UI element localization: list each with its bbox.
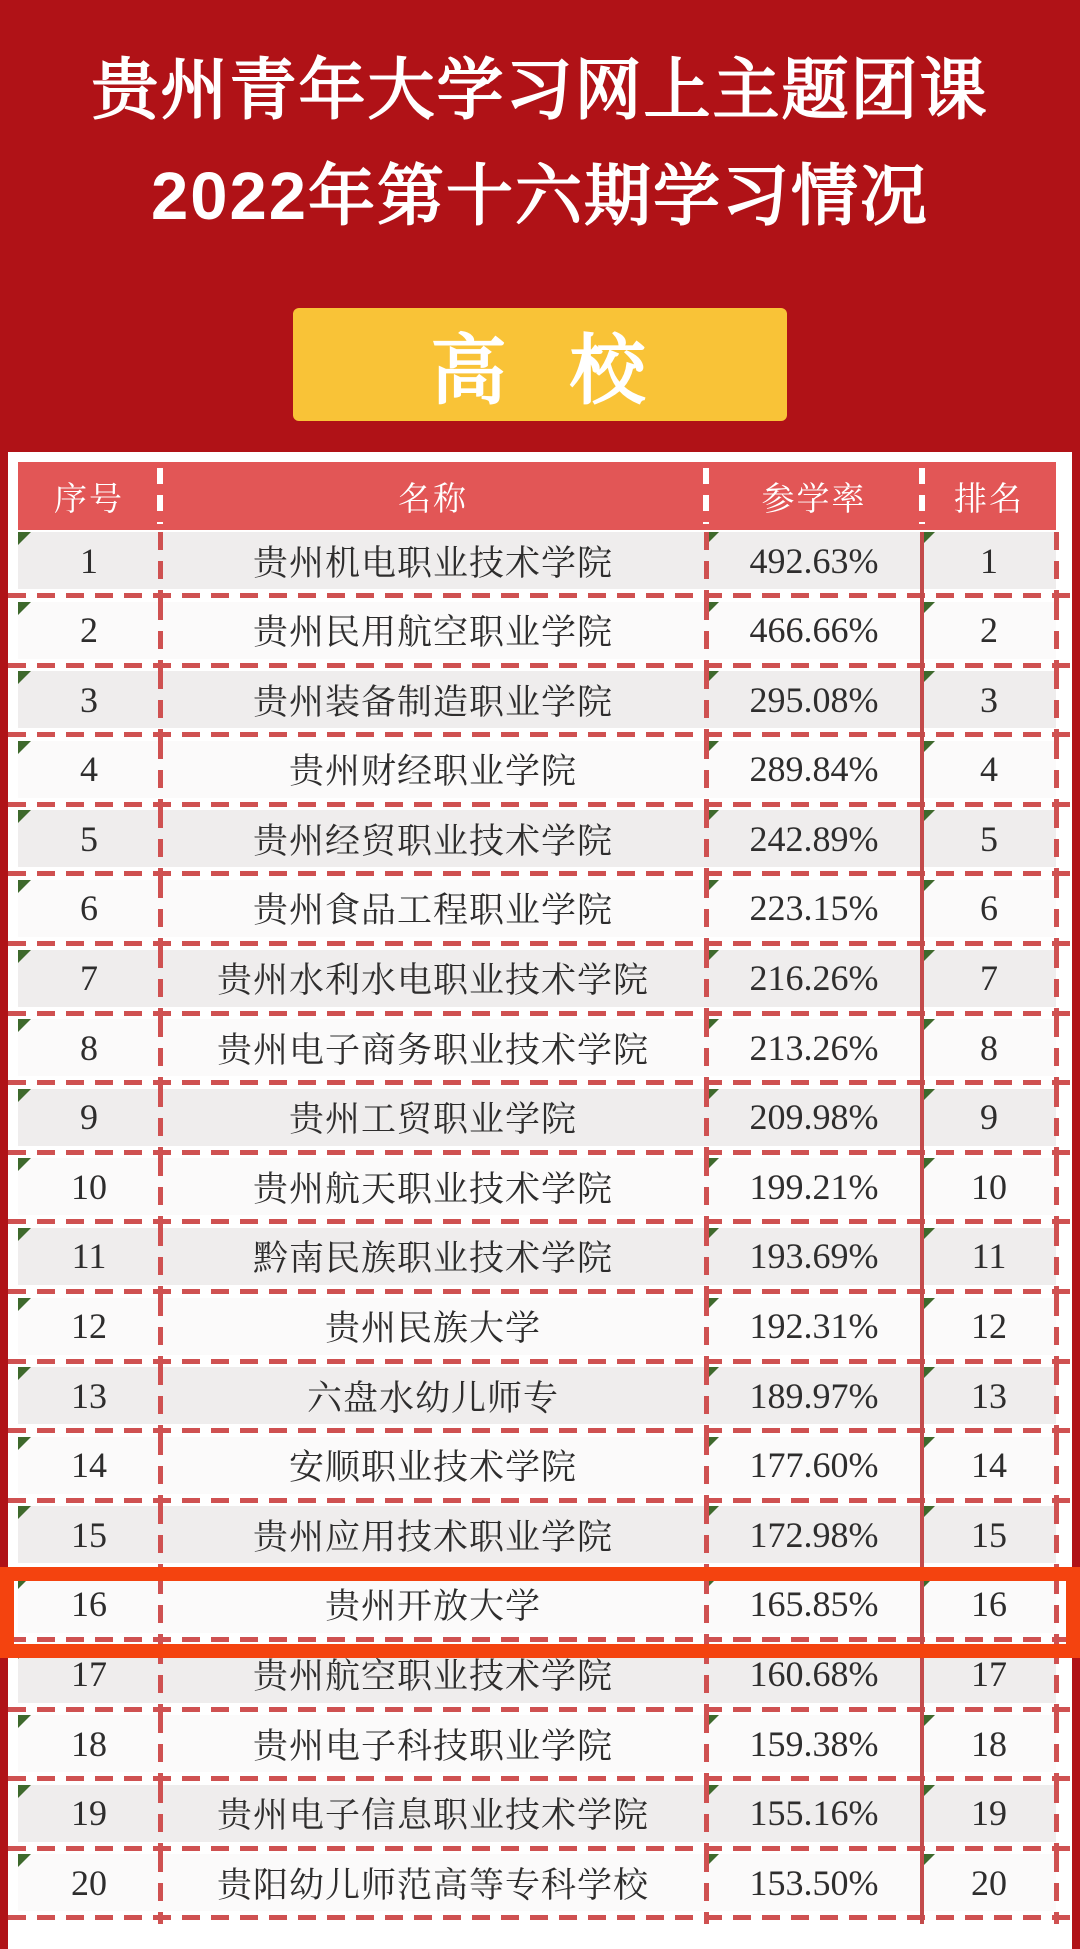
row-no: 1 (80, 540, 98, 581)
school-name: 贵阳幼儿师范高等专科学校 (216, 1865, 649, 1905)
rank: 12 (971, 1306, 1007, 1347)
participation-rate: 466.66% (749, 610, 879, 651)
school-name: 贵州民族大学 (324, 1309, 541, 1349)
school-name: 贵州开放大学 (324, 1587, 541, 1627)
rank: 7 (980, 958, 998, 999)
school-name: 贵州航空职业技术学院 (252, 1657, 613, 1696)
row-no: 20 (71, 1862, 107, 1903)
cell-flag-icon (18, 1158, 31, 1171)
school-name: 贵州经贸职业技术学院 (252, 821, 613, 861)
participation-rate: 193.69% (749, 1236, 879, 1277)
row-no: 3 (80, 679, 98, 720)
row-no: 16 (71, 1584, 107, 1625)
cell-flag-icon (18, 602, 31, 615)
column-header-no: 序号 (18, 462, 160, 530)
column-header-rate: 参学率 (706, 462, 922, 530)
participation-rate: 213.26% (749, 1027, 879, 1068)
cell-flag-icon (18, 880, 31, 893)
participation-rate: 295.08% (749, 679, 879, 720)
participation-rate: 199.21% (749, 1166, 879, 1207)
rank: 19 (971, 1793, 1007, 1834)
school-name: 贵州电子科技职业学院 (252, 1726, 613, 1766)
row-no: 12 (71, 1306, 107, 1347)
participation-rate: 289.84% (749, 749, 879, 790)
table-row (18, 1228, 1062, 1298)
poster-title-line1: 贵州青年大学习网上主题团课 (91, 53, 989, 128)
school-name: 贵州电子信息职业技术学院 (216, 1796, 649, 1836)
table-row (18, 1646, 1062, 1716)
school-name: 贵州食品工程职业学院 (252, 891, 613, 931)
table-row (18, 1019, 1062, 1089)
table-header-row (18, 462, 1062, 530)
table-row (18, 1506, 1062, 1576)
school-name: 贵州工贸职业学院 (288, 1100, 577, 1140)
table-row (18, 1854, 1062, 1924)
participation-rate: 192.31% (749, 1306, 879, 1347)
cell-flag-icon (18, 532, 31, 545)
rank: 8 (980, 1027, 998, 1068)
cell-flag-icon (18, 810, 31, 823)
cell-flag-icon (18, 671, 31, 684)
cell-flag-icon (18, 1785, 31, 1798)
school-name: 黔南民族职业技术学院 (252, 1239, 613, 1279)
participation-rate: 242.89% (749, 818, 879, 859)
rank: 1 (980, 540, 998, 581)
cell-flag-icon (18, 1089, 31, 1102)
participation-rate: 189.97% (749, 1375, 879, 1416)
cell-flag-icon (18, 1228, 31, 1241)
category-badge (293, 308, 787, 421)
school-name: 贵州装备制造职业学院 (252, 682, 613, 722)
cell-flag-icon (18, 1854, 31, 1867)
row-no: 6 (80, 888, 98, 929)
row-no: 14 (71, 1445, 107, 1486)
rank: 11 (971, 1236, 1007, 1277)
column-header-rank: 排名 (922, 462, 1056, 530)
poster-title (0, 38, 1080, 250)
table-row (18, 741, 1062, 811)
row-no: 4 (80, 749, 98, 790)
table-row (18, 1715, 1062, 1785)
cell-flag-icon (18, 1367, 31, 1380)
row-no: 8 (80, 1027, 98, 1068)
participation-rate: 165.85% (749, 1584, 879, 1625)
participation-rate: 209.98% (749, 1097, 879, 1138)
poster-title-line2: 2022年第十六期学习情况 (150, 159, 930, 234)
participation-rate: 492.63% (749, 540, 879, 581)
rank: 20 (971, 1862, 1007, 1903)
school-name: 六盘水幼儿师专 (306, 1378, 559, 1418)
table-row (18, 950, 1062, 1020)
rank: 3 (980, 679, 998, 720)
rank: 6 (980, 888, 998, 929)
column-header-name: 名称 (160, 462, 706, 530)
ranking-table-sheet (8, 452, 1072, 1949)
row-no: 15 (71, 1514, 107, 1555)
cell-flag-icon (18, 741, 31, 754)
row-no: 17 (71, 1654, 107, 1694)
school-name: 贵州水利水电职业技术学院 (216, 961, 649, 1001)
rank: 4 (980, 749, 998, 790)
row-no: 11 (71, 1236, 107, 1277)
table-row (18, 810, 1062, 880)
category-badge-label: 高 校 (430, 329, 650, 414)
row-no: 19 (71, 1793, 107, 1834)
table-row-highlighted (18, 1576, 1062, 1646)
row-no: 9 (80, 1097, 98, 1138)
row-no: 18 (71, 1723, 107, 1764)
rank: 14 (971, 1445, 1007, 1486)
school-name: 贵州电子商务职业技术学院 (216, 1030, 649, 1070)
table-row (18, 1437, 1062, 1507)
cell-flag-icon (18, 1437, 31, 1450)
participation-rate: 216.26% (749, 958, 879, 999)
cell-flag-icon (18, 1576, 31, 1589)
row-no: 13 (71, 1375, 107, 1416)
table-row (18, 671, 1062, 741)
participation-rate: 172.98% (749, 1514, 879, 1555)
table-row (18, 1298, 1062, 1368)
rank: 5 (980, 818, 998, 859)
row-no: 2 (80, 610, 98, 651)
school-name: 贵州机电职业技术学院 (252, 543, 613, 583)
school-name: 贵州应用技术职业学院 (252, 1517, 613, 1557)
rank: 16 (971, 1584, 1007, 1625)
table-row (18, 602, 1062, 672)
school-name: 贵州财经职业学院 (288, 752, 577, 792)
cell-flag-icon (18, 1506, 31, 1519)
rank: 2 (980, 610, 998, 651)
rank: 9 (980, 1097, 998, 1138)
school-name: 贵州民用航空职业学院 (252, 613, 613, 653)
rank: 17 (971, 1654, 1007, 1694)
cell-flag-icon (18, 1715, 31, 1728)
rank: 15 (971, 1514, 1007, 1555)
school-name: 安顺职业技术学院 (288, 1448, 577, 1488)
row-no: 10 (71, 1166, 107, 1207)
table-row (18, 1785, 1062, 1855)
participation-rate: 155.16% (749, 1793, 879, 1834)
rank: 13 (971, 1375, 1007, 1416)
participation-rate: 160.68% (749, 1654, 879, 1694)
cell-flag-icon (18, 1019, 31, 1032)
rank: 10 (971, 1166, 1007, 1207)
row-no: 7 (80, 958, 98, 999)
participation-rate: 159.38% (749, 1723, 879, 1764)
rank: 18 (971, 1723, 1007, 1764)
participation-rate: 153.50% (749, 1862, 879, 1903)
participation-rate: 177.60% (749, 1445, 879, 1486)
cell-flag-icon (18, 950, 31, 963)
table-row (18, 1158, 1062, 1228)
table-row (18, 880, 1062, 950)
table-row (18, 532, 1062, 602)
table-row (18, 1089, 1062, 1159)
row-no: 5 (80, 818, 98, 859)
table-body (18, 532, 1062, 1924)
school-name: 贵州航天职业技术学院 (252, 1169, 613, 1209)
cell-flag-icon (18, 1646, 31, 1659)
participation-rate: 223.15% (749, 888, 879, 929)
table-row (18, 1367, 1062, 1437)
cell-flag-icon (18, 1298, 31, 1311)
ranking-table (18, 462, 1062, 1924)
